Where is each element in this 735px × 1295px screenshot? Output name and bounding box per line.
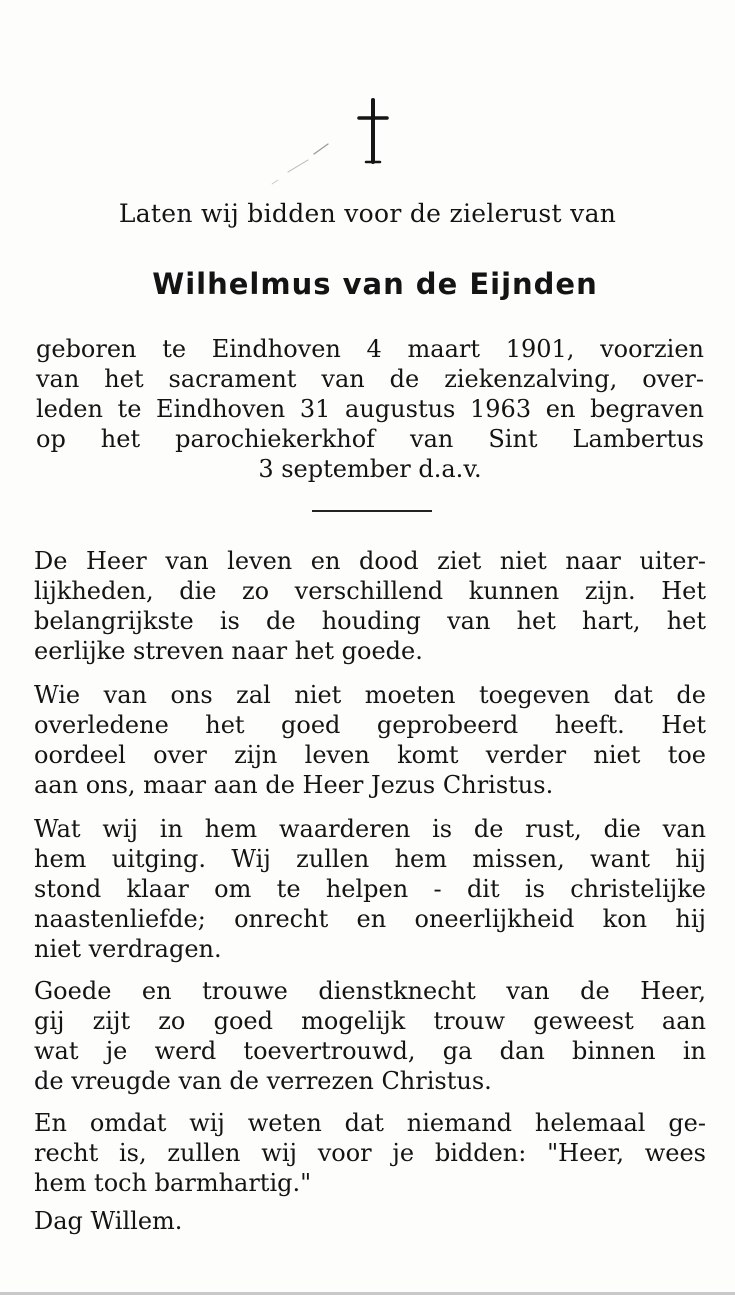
paragraph-4 xyxy=(34,976,706,1096)
text-line: lijkheden, die zo verschillend kunnen zijn. Het xyxy=(34,577,706,605)
text-line: Goede en trouwe dienstknecht van de Heer, xyxy=(34,977,706,1005)
text-line: De Heer van leven en dood ziet niet naar uiter- xyxy=(34,547,706,575)
text-line: hem uitging. Wij zullen hem missen, want hij xyxy=(34,845,706,873)
text-line: Wie van ons zal niet moeten toegeven dat de xyxy=(34,681,706,709)
bio-line: op het parochiekerkhof van Sint Lambertus xyxy=(36,425,704,453)
text-line: gij zijt zo goed mogelijk trouw geweest aan xyxy=(34,1007,706,1035)
text-line: eerlijke streven naar het goede. xyxy=(34,637,423,665)
deceased-name: Wilhelmus van de Eijnden xyxy=(152,267,598,301)
closing-line xyxy=(34,1206,706,1236)
text-line: niet verdragen. xyxy=(34,935,222,963)
paragraph-1 xyxy=(34,546,706,666)
text-line: overledene het goed geprobeerd heeft. Het xyxy=(34,711,706,739)
divider xyxy=(312,510,432,512)
text-line: belangrijkste is de houding van het hart, het xyxy=(34,607,706,635)
paragraph-2 xyxy=(34,680,706,800)
text-line: recht is, zullen wij voor je bidden: "Heer, wees xyxy=(34,1139,706,1167)
text-line: Dag Willem. xyxy=(34,1207,183,1235)
text-line: wat je werd toevertrouwd, ga dan binnen in xyxy=(34,1037,706,1065)
paragraph-3 xyxy=(34,814,706,964)
text-line: oordeel over zijn leven komt verder niet toe xyxy=(34,741,706,769)
pen-mark xyxy=(268,138,338,188)
bio-line: leden te Eindhoven 31 augustus 1963 en begraven xyxy=(36,395,704,423)
text-line: aan ons, maar aan de Heer Jezus Christus. xyxy=(34,771,554,799)
cross-icon xyxy=(355,98,391,164)
bio-line: geboren te Eindhoven 4 maart 1901, voorzien xyxy=(36,335,704,363)
text-line: hem toch barmhartig." xyxy=(34,1169,312,1197)
bio-line: van het sacrament van de ziekenzalving, over- xyxy=(36,365,704,393)
text-line: stond klaar om te helpen - dit is christelijke xyxy=(34,875,706,903)
biography xyxy=(36,334,704,484)
text-line: de vreugde van de verrezen Christus. xyxy=(34,1067,492,1095)
paragraph-5 xyxy=(34,1108,706,1198)
text-line: Wat wij in hem waarderen is de rust, die van xyxy=(34,815,706,843)
text-line: En omdat wij weten dat niemand helemaal ge- xyxy=(34,1109,706,1137)
bio-line: 3 september d.a.v. xyxy=(258,455,482,483)
text-line: naastenliefde; onrecht en oneerlijkheid kon hij xyxy=(34,905,706,933)
prayer-line: Laten wij bidden voor de zielerust van xyxy=(118,199,617,228)
